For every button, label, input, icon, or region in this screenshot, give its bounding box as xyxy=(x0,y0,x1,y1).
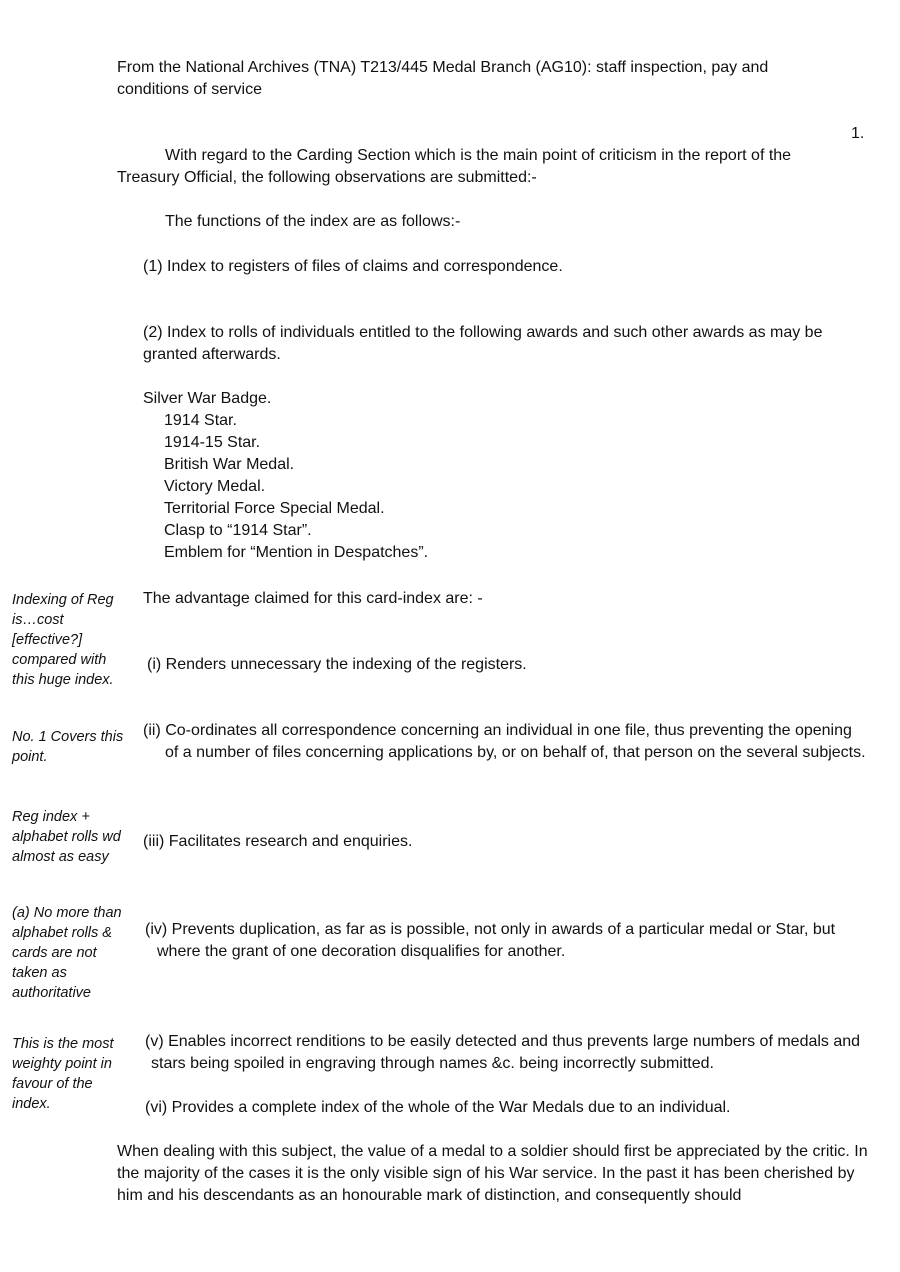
advantage-iv: (iv) Prevents duplication, as far as is possible, not only in awards of a particular medal or Star, but where the grant of one decoration disqualifies for another. xyxy=(145,921,836,960)
margin-note: This is the most weighty point in favour of the index. xyxy=(12,1036,114,1112)
award-item: 1914-15 Star. xyxy=(164,434,261,451)
margin-note: (a) No more than alphabet rolls & cards are not taken as authoritative xyxy=(12,905,122,1001)
page-number: 1. xyxy=(851,125,865,142)
award-item: Territorial Force Special Medal. xyxy=(164,500,385,517)
advantage-vi: (vi) Provides a complete index of the whole of the War Medals due to an individual. xyxy=(145,1099,731,1116)
intro-paragraph: With regard to the Carding Section which is the main point of criticism in the report of the Treasury Official, the following observations are submitted:- xyxy=(117,147,792,186)
advantage-ii: (ii) Co-ordinates all correspondence concerning an individual in one file, thus preventing the opening of a number of files concerning applications by, or on behalf of, that person on the several subjects. xyxy=(143,722,866,761)
award-item: 1914 Star. xyxy=(164,412,237,429)
award-item: Victory Medal. xyxy=(164,478,266,495)
advantage-v: (v) Enables incorrect renditions to be easily detected and thus prevents large numbers of medals and stars being spoiled in engraving through names &c. being incorrectly submitted. xyxy=(145,1033,861,1072)
closing-paragraph: When dealing with this subject, the value of a medal to a soldier should first be appreciated by the critic. In the majority of the cases it is the only visible sign of his War service. In the past it has been cherished by him and his descendants as an honourable mark of distinction, and consequently should xyxy=(117,1143,868,1204)
advantages-heading: The advantage claimed for this card-index are: - xyxy=(143,590,483,607)
functions-heading: The functions of the index are as follows:- xyxy=(165,213,461,230)
margin-note: No. 1 Covers this point. xyxy=(12,729,124,765)
award-item: Clasp to “1914 Star”. xyxy=(164,522,312,539)
document-header: From the National Archives (TNA) T213/445 Medal Branch (AG10): staff inspection, pay and conditions of service xyxy=(117,59,769,98)
margin-note: Reg index + alphabet rolls wd almost as easy xyxy=(12,809,121,865)
margin-note: Indexing of Reg is…cost [effective?] compared with this huge index. xyxy=(12,592,114,688)
advantage-iii: (iii) Facilitates research and enquiries. xyxy=(143,833,413,850)
award-item: British War Medal. xyxy=(164,456,295,473)
award-item: Emblem for “Mention in Despatches”. xyxy=(164,544,429,561)
function-1: (1) Index to registers of files of claims and correspondence. xyxy=(143,258,563,275)
advantage-i: (i) Renders unnecessary the indexing of the registers. xyxy=(147,656,527,673)
award-item: Silver War Badge. xyxy=(143,390,272,407)
function-2: (2) Index to rolls of individuals entitled to the following awards and such other awards as may be granted afterwards. xyxy=(143,324,823,363)
awards-list xyxy=(143,388,543,564)
